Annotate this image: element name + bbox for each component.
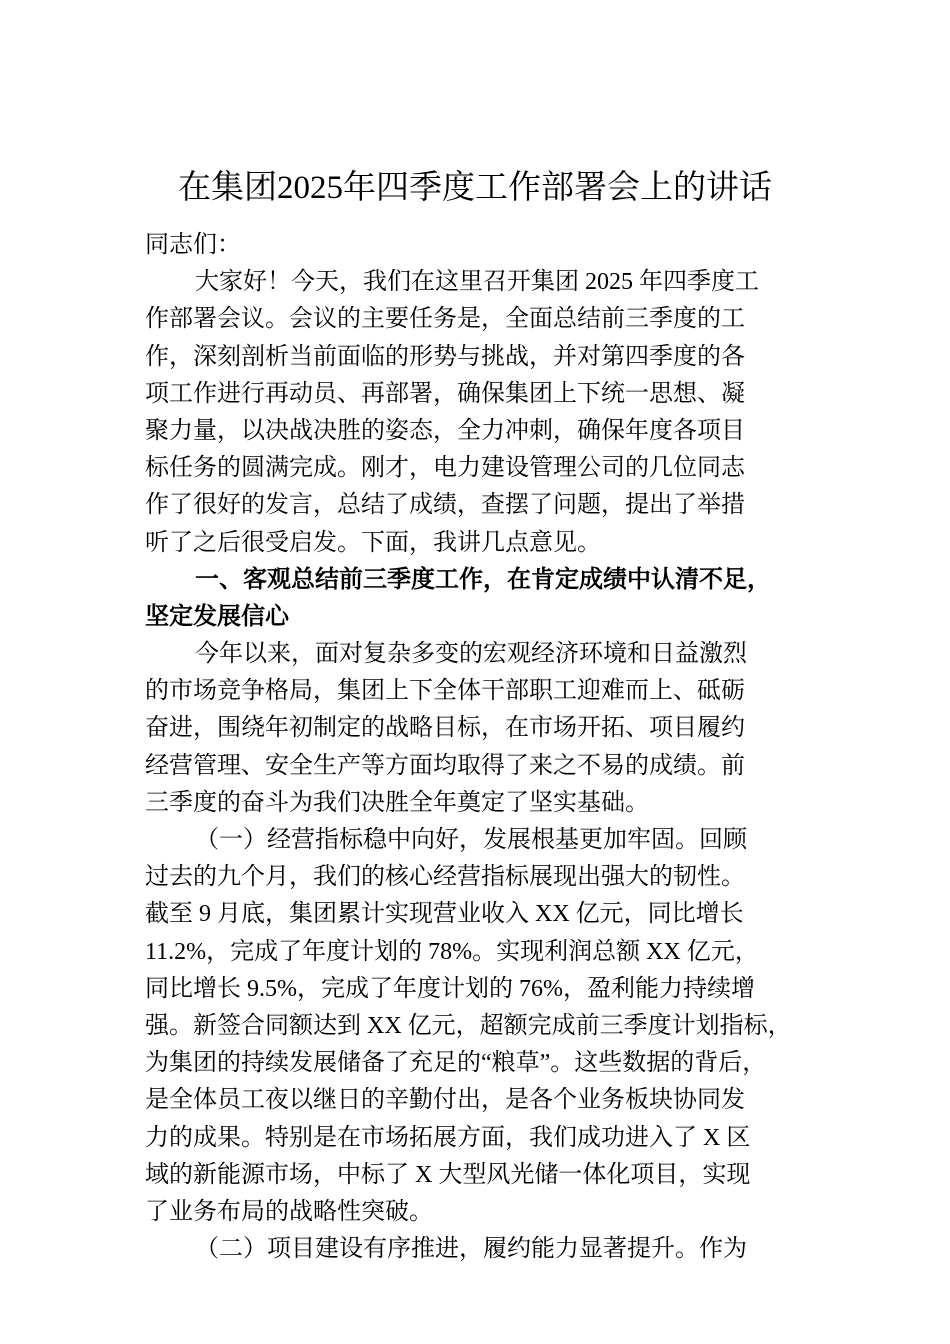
text-line: 为集团的持续发展储备了充足的“粮草”。这些数据的背后， bbox=[145, 1050, 767, 1077]
text-line: 同志们： bbox=[145, 232, 241, 258]
text-line: 同比增长 9.5%，完成了年度计划的 76%，盈利能力持续增 bbox=[145, 975, 755, 1002]
text-line: 的市场竞争格局，集团上下全体干部职工迎难而上、砥砺 bbox=[145, 678, 745, 705]
text-line: 11.2%，完成了年度计划的 78%。实现利润总额 XX 亿元， bbox=[145, 938, 759, 965]
paragraph bbox=[145, 1231, 835, 1268]
text-line: 标任务的圆满完成。刚才，电力建设管理公司的几位同志 bbox=[145, 455, 745, 482]
text-line: 作了很好的发言，总结了成绩，查摆了问题，提出了举措 bbox=[145, 492, 745, 519]
paragraph bbox=[145, 822, 835, 1231]
text-line: 过去的九个月，我们的核心经营指标展现出强大的韧性。 bbox=[145, 864, 745, 891]
document-body bbox=[145, 227, 835, 1268]
text-line: 域的新能源市场，中标了 X 大型风光储一体化项目，实现 bbox=[145, 1161, 751, 1188]
text-line: 是全体员工夜以继日的辛勤付出，是各个业务板块协同发 bbox=[145, 1087, 745, 1114]
section-heading bbox=[145, 562, 835, 636]
text-line: 大家好！今天，我们在这里召开集团 2025 年四季度工 bbox=[195, 269, 759, 296]
text-line: 坚定发展信心 bbox=[145, 603, 289, 630]
text-line: 奋进，围绕年初制定的战略目标，在市场开拓、项目履约 bbox=[145, 715, 745, 742]
paragraph bbox=[145, 264, 835, 562]
text-line: （二）项目建设有序推进，履约能力显著提升。作为 bbox=[195, 1236, 747, 1263]
text-line: 三季度的奋斗为我们决胜全年奠定了坚实基础。 bbox=[145, 789, 649, 816]
text-line: （一）经营指标稳中向好，发展根基更加牢固。回顾 bbox=[195, 827, 747, 853]
text-line: 力的成果。特别是在市场拓展方面，我们成功进入了 X 区 bbox=[145, 1124, 751, 1151]
text-line: 了业务布局的战略性突破。 bbox=[145, 1198, 433, 1225]
paragraph bbox=[145, 636, 835, 822]
text-line: 一、客观总结前三季度工作，在肯定成绩中认清不足， bbox=[195, 566, 771, 593]
text-line: 经营管理、安全生产等方面均取得了来之不易的成绩。前 bbox=[145, 752, 745, 779]
text-line: 强。新签合同额达到 XX 亿元，超额完成前三季度计划指标， bbox=[145, 1012, 792, 1039]
text-line: 项工作进行再动员、再部署，确保集团上下统一思想、凝 bbox=[145, 380, 745, 407]
text-line: 作，深刻剖析当前面临的形势与挑战，并对第四季度的各 bbox=[145, 343, 745, 370]
text-line: 听了之后很受启发。下面，我讲几点意见。 bbox=[145, 529, 601, 556]
document-title: 在集团2025年四季度工作部署会上的讲话 bbox=[178, 170, 772, 206]
text-line: 作部署会议。会议的主要任务是，全面总结前三季度的工 bbox=[145, 306, 745, 333]
text-line: 今年以来，面对复杂多变的宏观经济环境和日益激烈 bbox=[195, 641, 747, 668]
paragraph bbox=[145, 227, 835, 264]
text-line: 截至 9 月底，集团累计实现营业收入 XX 亿元，同比增长 bbox=[145, 901, 744, 928]
text-line: 聚力量，以决战决胜的姿态，全力冲刺，确保年度各项目 bbox=[145, 417, 745, 444]
